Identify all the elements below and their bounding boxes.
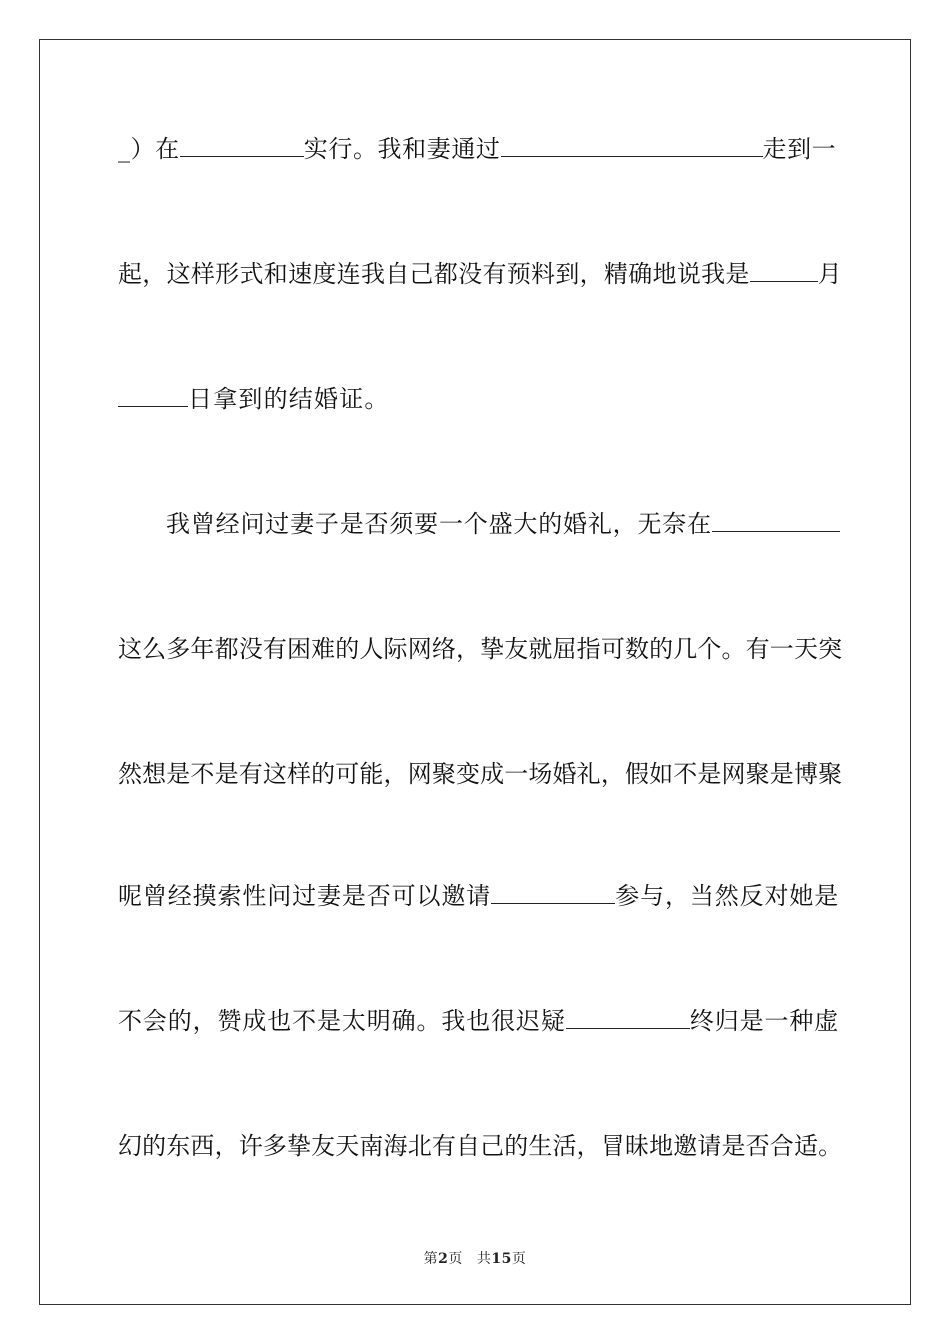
line-1-part-c: 走到一 [762,135,837,163]
fill-blank [712,509,840,532]
page-prefix: 第 [423,1251,439,1267]
line-9-part-a: 幻的东西，许多挚友天南海北有自己的生活，冒昧地邀请是否合适。 [118,1132,843,1160]
fill-blank [501,134,763,157]
fill-blank [118,384,188,407]
text-line-9 [118,1131,843,1161]
line-1-part-a: _）在 [118,135,180,163]
page-border [39,39,911,1305]
text-line-5 [118,634,843,664]
text-line-4 [166,509,838,539]
line-4-part-a: 我曾经问过妻子是否须要一个盛大的婚礼，无奈在 [166,510,712,538]
page-suffix: 页 [448,1251,463,1267]
line-8-part-a: 不会的，赞成也不是太明确。我也很迟疑 [118,1007,566,1035]
text-line-3 [118,384,838,414]
text-line-1 [118,134,837,164]
line-6-part-a: 然想是不是有这样的可能，网聚变成一场婚礼，假如不是网聚是博聚 [118,760,843,788]
line-2-part-b: 月 [817,260,843,288]
page-number: 2 [438,1251,449,1267]
text-line-6 [118,759,843,789]
line-8-part-b: 终归是一种虚 [689,1007,840,1035]
line-2-part-a: 起，这样形式和速度连我自己都没有预料到，精确地说我是 [118,260,750,288]
text-line-8 [118,1006,838,1036]
text-line-2 [118,259,843,289]
line-7-part-b: 参与，当然反对她是 [615,882,840,910]
total-pages: 15 [491,1251,512,1267]
line-5-part-a: 这么多年都没有困难的人际网络，挚友就屈指可数的几个。有一天突 [118,635,843,663]
line-7-part-a: 呢曾经摸索性问过妻是否可以邀请 [118,882,492,910]
total-prefix: 共 [476,1251,492,1267]
total-suffix: 页 [511,1251,527,1267]
line-1-part-b: 实行。我和妻通过 [303,135,501,163]
fill-blank [566,1006,690,1029]
fill-blank [750,259,818,282]
fill-blank [491,881,615,904]
page-footer [0,1248,950,1268]
fill-blank [180,134,304,157]
line-3-part-a: 日拿到的结婚证。 [188,385,390,413]
text-line-7 [118,881,838,911]
